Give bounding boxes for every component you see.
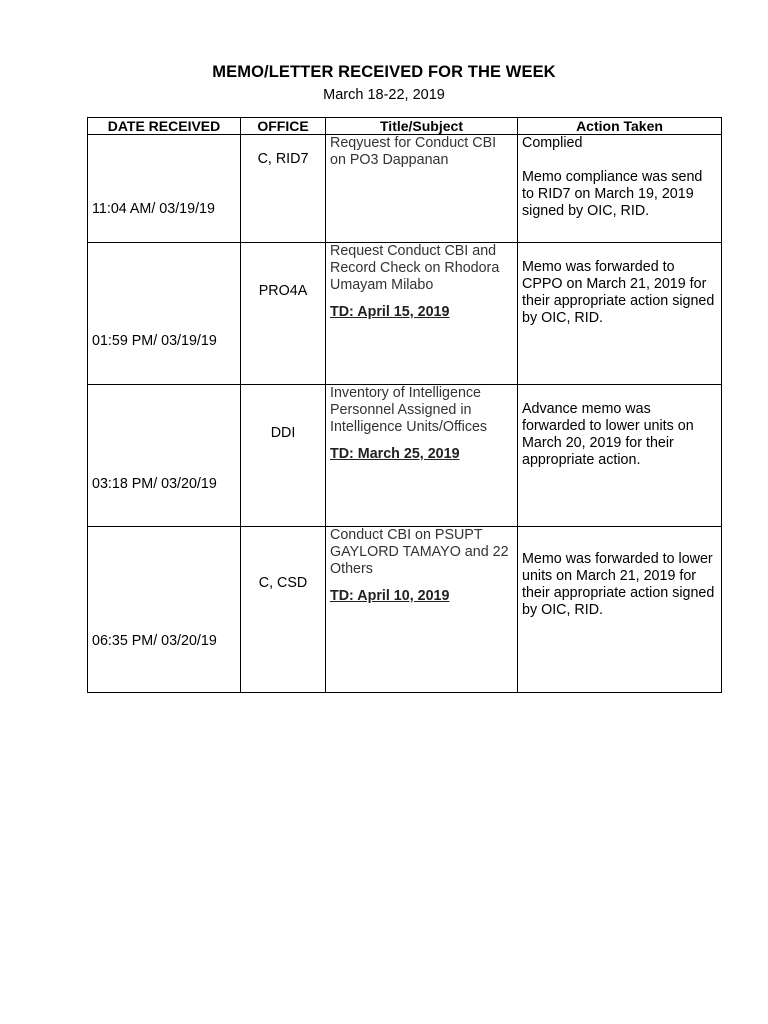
action-taken-cell [518, 527, 722, 693]
header-row [88, 118, 722, 135]
office-cell: C, CSD [241, 527, 326, 693]
target-date: TD: April 10, 2019 [330, 588, 450, 604]
table-row [88, 527, 722, 693]
action-taken-cell [518, 243, 722, 385]
table-header [88, 118, 722, 135]
action-taken-cell [518, 135, 722, 243]
table-body [88, 135, 722, 693]
action-text: Advance memo was forwarded to lower units on March 20, 2019 for their appropriate action. [522, 401, 694, 468]
title-subject-cell [326, 243, 518, 385]
subject-text: Reqyuest for Conduct CBI on PO3 Dappanan [330, 135, 497, 168]
office-cell: PRO4A [241, 243, 326, 385]
date-received-cell: 03:18 PM/ 03/20/19 [88, 385, 241, 527]
date-received-cell: 06:35 PM/ 03/20/19 [88, 527, 241, 693]
action-text: Memo was forwarded to lower units on March 21, 2019 for their appropriate action signed by OIC, RID. [522, 551, 715, 618]
office-cell: C, RID7 [241, 135, 326, 243]
table-row [88, 135, 722, 243]
document-title: MEMO/LETTER RECEIVED FOR THE WEEK [212, 63, 556, 81]
subject-text: Inventory of Intelligence Personnel Assigned in Intelligence Units/Offices [330, 385, 488, 435]
header-action-taken: Action Taken [518, 118, 722, 135]
title-subject-cell [326, 527, 518, 693]
subject-text: Request Conduct CBI and Record Check on Rhodora Umayam Milabo [330, 243, 500, 293]
table-row [88, 385, 722, 527]
subject-text: Conduct CBI on PSUPT GAYLORD TAMAYO and 22 Others [330, 527, 509, 577]
table-row [88, 243, 722, 385]
date-received-cell: 11:04 AM/ 03/19/19 [88, 135, 241, 243]
action-status: Complied [522, 135, 583, 151]
date-received-cell: 01:59 PM/ 03/19/19 [88, 243, 241, 385]
action-taken-cell [518, 385, 722, 527]
action-text: Memo compliance was send to RID7 on March 19, 2019 signed by OIC, RID. [522, 169, 703, 219]
header-date-received: DATE RECEIVED [88, 118, 241, 135]
memo-table [87, 117, 722, 693]
office-cell: DDI [241, 385, 326, 527]
header-title-subject: Title/Subject [326, 118, 518, 135]
target-date: TD: March 25, 2019 [330, 446, 460, 462]
title-subject-cell [326, 385, 518, 527]
title-subject-cell [326, 135, 518, 243]
action-text: Memo was forwarded to CPPO on March 21, 2019 for their appropriate action signed by OIC, RID. [522, 259, 715, 326]
document-date-range: March 18-22, 2019 [323, 87, 445, 103]
target-date: TD: April 15, 2019 [330, 304, 450, 320]
header-office: OFFICE [241, 118, 326, 135]
